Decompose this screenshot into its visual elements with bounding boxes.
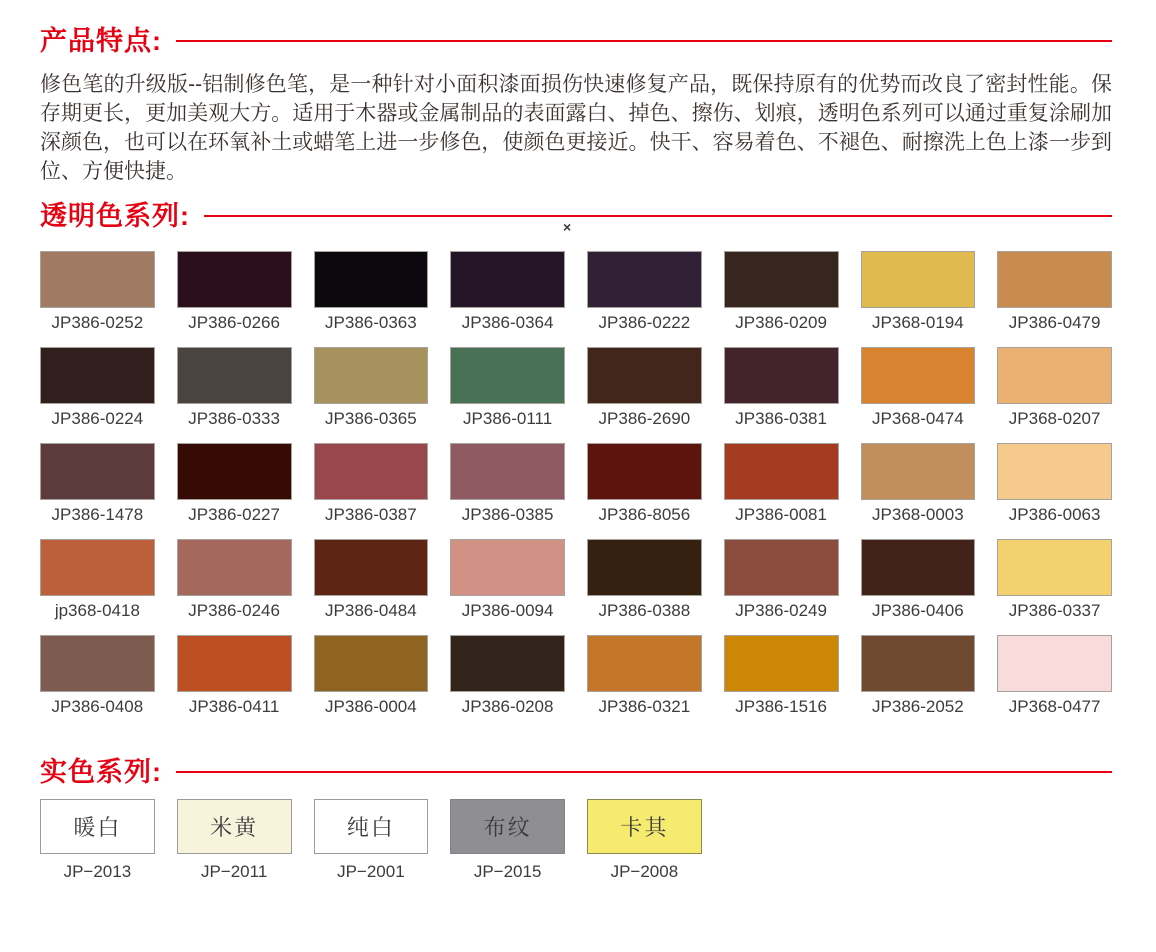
swatch-code: JP386-0365 — [325, 409, 417, 428]
swatch-cell — [587, 635, 702, 717]
solid-section-header — [40, 757, 1112, 787]
features-title: 产品特点: — [40, 26, 162, 56]
swatch-code: JP386-8056 — [598, 505, 691, 524]
swatch-cell — [861, 251, 976, 333]
swatch-cell — [724, 347, 839, 429]
solid-swatch-code: JP−2013 — [63, 862, 132, 881]
solid-swatch-cell — [177, 799, 292, 882]
swatch-code: JP386-0249 — [735, 601, 827, 620]
color-swatch — [587, 251, 702, 308]
color-swatch — [450, 251, 565, 308]
swatch-cell — [40, 539, 155, 621]
swatch-code: JP386-1478 — [51, 505, 144, 524]
swatch-cell — [724, 539, 839, 621]
swatch-code: JP386-0209 — [735, 313, 827, 332]
swatch-code: JP386-0094 — [461, 601, 554, 620]
color-swatch — [314, 539, 429, 596]
swatch-cell — [314, 443, 429, 525]
swatch-code: JP386-0484 — [325, 601, 417, 620]
swatch-cell — [177, 251, 292, 333]
swatch-code: JP386-0004 — [325, 697, 417, 716]
swatch-code: JP386-0111 — [463, 409, 553, 428]
swatch-code: JP368-0194 — [872, 313, 964, 332]
swatch-cell — [177, 443, 292, 525]
color-swatch — [450, 347, 565, 404]
swatch-code: JP386-0381 — [735, 409, 827, 428]
swatch-cell — [450, 443, 565, 525]
swatch-cell — [450, 539, 565, 621]
swatch-code: JP368-0477 — [1008, 697, 1101, 716]
color-swatch — [450, 443, 565, 500]
swatch-code: JP386-0208 — [461, 697, 554, 716]
swatch-cell — [997, 443, 1112, 525]
solid-swatch-cell — [450, 799, 565, 882]
swatch-code: JP386-0385 — [461, 505, 554, 524]
color-swatch — [861, 539, 976, 596]
swatch-code: jp368-0418 — [54, 601, 140, 620]
solid-swatch-cell — [314, 799, 429, 882]
solid-color-swatch: 暖白 — [40, 799, 155, 854]
swatch-cell — [177, 635, 292, 717]
features-divider-line — [176, 40, 1112, 43]
x-mark-icon: × — [563, 219, 572, 235]
swatch-code: JP386-0364 — [461, 313, 554, 332]
color-swatch — [724, 539, 839, 596]
swatch-cell — [724, 251, 839, 333]
color-swatch — [40, 251, 155, 308]
swatch-cell — [587, 251, 702, 333]
swatch-code: JP386-0081 — [735, 505, 827, 524]
solid-swatch-code: JP−2011 — [200, 862, 268, 881]
color-swatch — [177, 539, 292, 596]
swatch-code: JP386-0411 — [188, 697, 280, 716]
color-swatch — [997, 635, 1112, 692]
solid-color-swatch: 布纹 — [450, 799, 565, 854]
color-swatch — [587, 443, 702, 500]
swatch-code: JP386-0246 — [188, 601, 280, 620]
swatch-code: JP386-0252 — [51, 313, 144, 332]
swatch-cell — [861, 443, 976, 525]
swatch-cell — [861, 539, 976, 621]
swatch-cell — [450, 347, 565, 429]
swatch-code: JP386-0387 — [325, 505, 417, 524]
transparent-section-header — [40, 201, 1112, 231]
swatch-code: JP386-0408 — [51, 697, 144, 716]
swatch-code: JP386-0321 — [598, 697, 691, 716]
swatch-cell — [314, 251, 429, 333]
color-swatch — [40, 635, 155, 692]
color-swatch — [997, 347, 1112, 404]
swatch-code: JP368-0474 — [872, 409, 964, 428]
color-swatch — [724, 635, 839, 692]
solid-swatch-cell — [40, 799, 155, 882]
swatch-code: JP386-0227 — [188, 505, 280, 524]
swatch-cell — [40, 443, 155, 525]
swatch-cell — [724, 635, 839, 717]
solid-color-swatch: 卡其 — [587, 799, 702, 854]
swatch-cell — [314, 539, 429, 621]
color-swatch — [997, 251, 1112, 308]
color-swatch — [724, 251, 839, 308]
solid-swatch-code: JP−2015 — [473, 862, 542, 881]
color-swatch — [314, 347, 429, 404]
swatch-cell — [997, 635, 1112, 717]
swatch-code: JP386-0222 — [598, 313, 691, 332]
color-swatch — [861, 347, 976, 404]
color-swatch — [724, 443, 839, 500]
features-paragraph: 修色笔的升级版--铝制修色笔，是一种针对小面积漆面损伤快速修复产品，既保持原有的优势而改良了密封性能。保存期更长，更加美观大方。适用于木器或金属制品的表面露白、掉色、擦伤、划痕，透明色系列可以通过重复涂刷加深颜色，也可以在环氧补土或蜡笔上进一步修色，使颜色更接近。快干、容易着色、不褪色、耐擦洗上色上漆一步到位、方便快捷。 — [40, 73, 1112, 183]
solid-swatch-cell — [587, 799, 702, 882]
color-swatch — [40, 347, 155, 404]
swatch-cell — [724, 443, 839, 525]
swatch-cell — [587, 539, 702, 621]
swatch-cell — [861, 347, 976, 429]
swatch-code: JP368-0003 — [872, 505, 964, 524]
swatch-cell — [861, 635, 976, 717]
color-swatch — [177, 635, 292, 692]
color-swatch — [40, 539, 155, 596]
swatch-cell — [587, 347, 702, 429]
swatch-code: JP386-0333 — [188, 409, 280, 428]
swatch-code: JP386-0063 — [1008, 505, 1101, 524]
swatch-cell — [177, 347, 292, 429]
color-swatch — [997, 443, 1112, 500]
swatch-code: JP386-0479 — [1008, 313, 1101, 332]
color-swatch — [314, 635, 429, 692]
swatch-cell — [587, 443, 702, 525]
color-swatch — [450, 539, 565, 596]
solid-row — [40, 799, 1112, 882]
color-swatch — [314, 443, 429, 500]
color-swatch — [450, 635, 565, 692]
solid-swatch-code: JP−2001 — [337, 862, 405, 881]
swatch-cell — [450, 635, 565, 717]
swatch-cell — [450, 251, 565, 333]
solid-title: 实色系列: — [40, 757, 162, 787]
color-swatch — [997, 539, 1112, 596]
swatch-cell — [314, 347, 429, 429]
swatch-code: JP386-0406 — [872, 601, 964, 620]
color-swatch — [177, 251, 292, 308]
swatch-cell — [177, 539, 292, 621]
color-swatch — [587, 347, 702, 404]
color-swatch — [177, 443, 292, 500]
swatch-cell — [40, 251, 155, 333]
features-section-header — [40, 26, 1112, 56]
swatch-code: JP386-1516 — [735, 697, 827, 716]
swatch-code: JP386-2052 — [872, 697, 964, 716]
swatch-code: JP368-0207 — [1008, 409, 1101, 428]
solid-divider-line — [176, 771, 1112, 774]
color-swatch — [177, 347, 292, 404]
swatch-code: JP386-0388 — [598, 601, 691, 620]
swatch-code: JP386-2690 — [598, 409, 691, 428]
transparent-grid — [40, 251, 1112, 717]
swatch-code: JP386-0363 — [325, 313, 417, 332]
swatch-code: JP386-0337 — [1008, 601, 1101, 620]
color-swatch — [861, 251, 976, 308]
color-swatch — [314, 251, 429, 308]
swatch-cell — [40, 347, 155, 429]
transparent-title: 透明色系列: — [40, 201, 190, 231]
color-swatch — [587, 635, 702, 692]
solid-swatch-code: JP−2008 — [610, 862, 679, 881]
transparent-divider-line — [204, 215, 1112, 218]
swatch-cell — [314, 635, 429, 717]
swatch-cell — [997, 539, 1112, 621]
color-swatch — [587, 539, 702, 596]
solid-color-swatch: 米黄 — [177, 799, 292, 854]
swatch-cell — [997, 347, 1112, 429]
color-swatch — [861, 443, 976, 500]
swatch-code: JP386-0266 — [188, 313, 280, 332]
swatch-code: JP386-0224 — [51, 409, 144, 428]
color-swatch — [861, 635, 976, 692]
color-swatch — [724, 347, 839, 404]
color-swatch — [40, 443, 155, 500]
swatch-cell — [997, 251, 1112, 333]
swatch-cell — [40, 635, 155, 717]
solid-color-swatch: 纯白 — [314, 799, 429, 854]
